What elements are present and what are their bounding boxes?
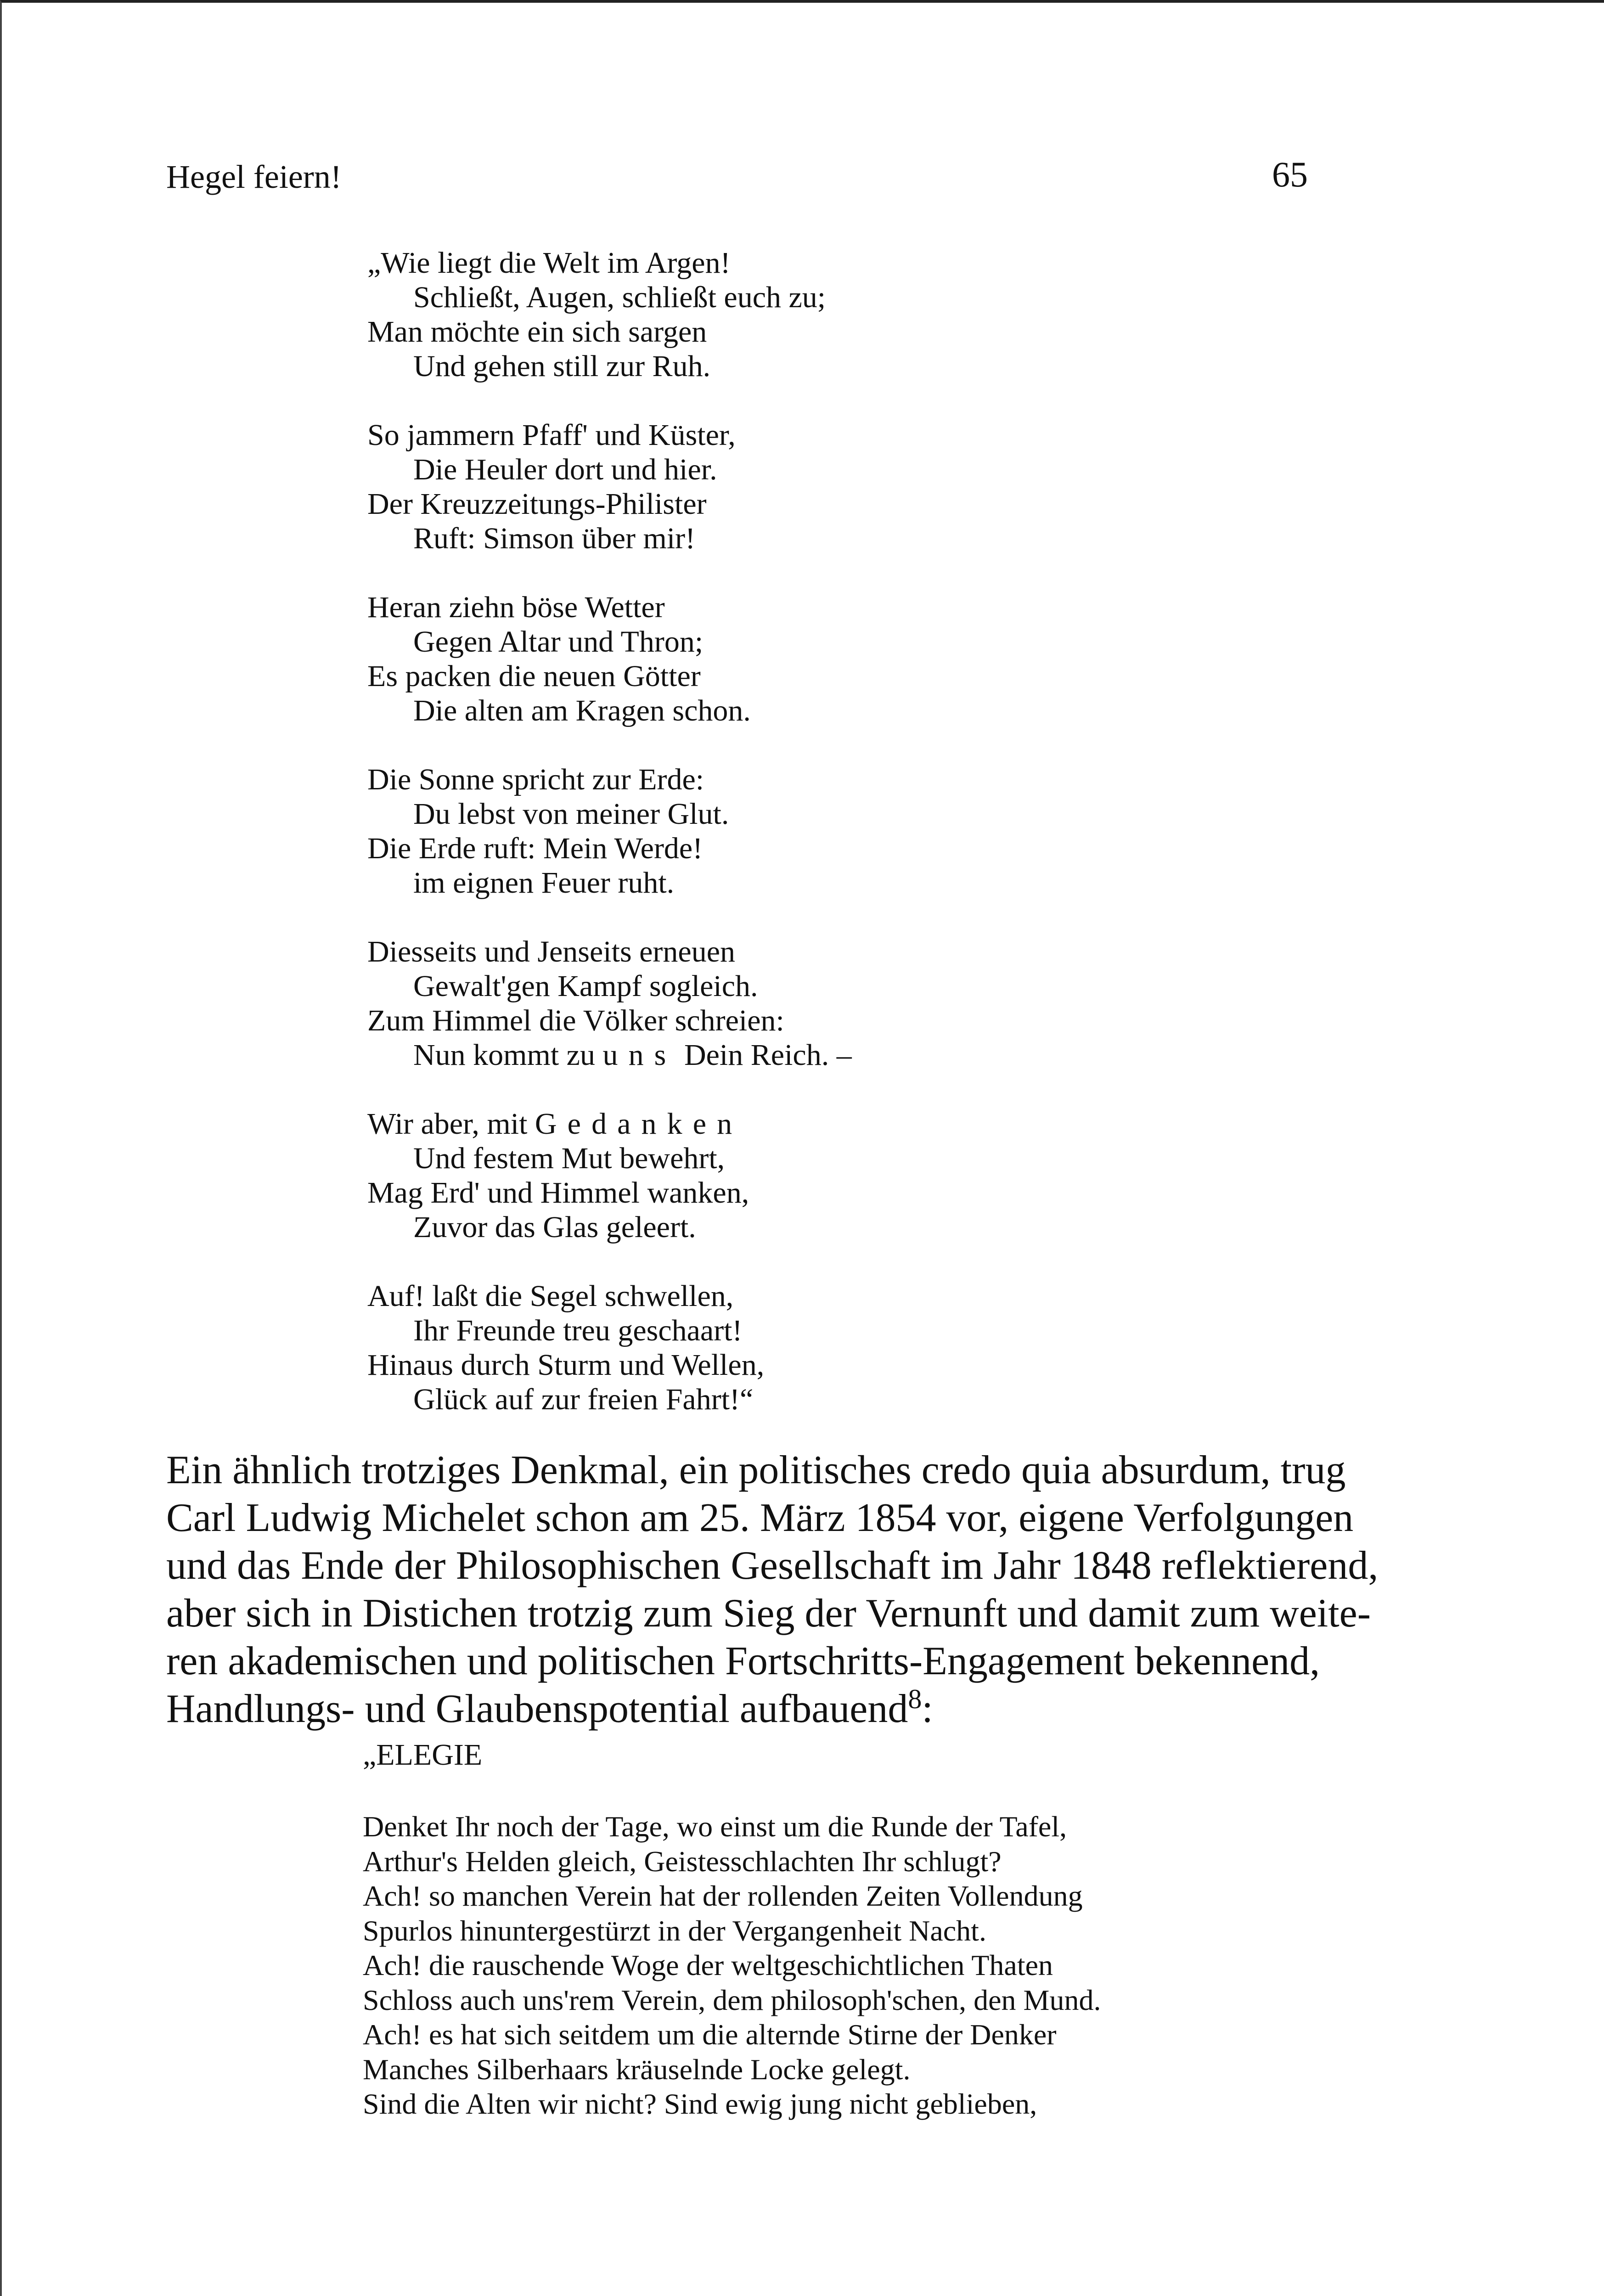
poem-line: Gegen Altar und Thron; xyxy=(413,625,704,658)
prose-text: Handlungs- und Glaubenspotential aufbauend xyxy=(166,1687,908,1731)
poem-first xyxy=(367,246,852,1451)
poem-line: Schloss auch uns'rem Verein, dem philosoph'schen, den Mund. xyxy=(363,1983,1101,2016)
poem-line: Diesseits und Jenseits erneuen xyxy=(367,935,735,968)
poem-text: Wir aber, mit xyxy=(367,1107,535,1141)
poem-text: Nun kommt zu xyxy=(413,1038,603,1072)
poem-stanza-7 xyxy=(367,1279,852,1417)
poem-line: Die Erde ruft: Mein Werde! xyxy=(367,832,703,865)
poem-line: „Wie liegt die Welt im Argen! xyxy=(367,246,731,280)
running-title: Hegel feiern! xyxy=(166,158,342,195)
poem-line: Schließt, Augen, schließt euch zu; xyxy=(413,281,826,314)
prose-line xyxy=(166,1685,1314,1733)
poem-line xyxy=(367,1038,852,1072)
poem-line: Hinaus durch Sturm und Wellen, xyxy=(367,1348,765,1382)
prose-line: ren akademischen und politischen Fortschritts-Engagement bekennend, xyxy=(166,1639,1320,1683)
poem-line: Auf! laßt die Segel schwellen, xyxy=(367,1279,734,1313)
prose-line: und das Ende der Philosophischen Gesellschaft im Jahr 1848 reflektierend, xyxy=(166,1543,1379,1588)
poem-stanza-4 xyxy=(367,762,852,900)
poem-line: Gewalt'gen Kampf sogleich. xyxy=(413,969,758,1003)
poem-line: im eignen Feuer ruht. xyxy=(413,866,675,900)
poem-line: Ach! die rauschende Woge der weltgeschichtlichen Thaten xyxy=(363,1949,1053,1981)
poem-line: Die Sonne spricht zur Erde: xyxy=(367,763,704,796)
poem-elegie xyxy=(363,1809,1101,2122)
poem-line: Mag Erd' und Himmel wanken, xyxy=(367,1176,749,1210)
prose-line: Carl Ludwig Michelet schon am 25. März 1854 vor, eigene Verfolgungen xyxy=(166,1496,1354,1540)
poem-line: Heran ziehn böse Wetter xyxy=(367,591,665,624)
prose-text: : xyxy=(922,1687,933,1731)
poem-line: So jammern Pfaff' und Küster, xyxy=(367,418,736,452)
prose-paragraph xyxy=(166,1446,1379,1733)
poem-line: Man möchte ein sich sargen xyxy=(367,315,707,349)
poem-line: Ach! so manchen Verein hat der rollenden Zeiten Vollendung xyxy=(363,1880,1083,1912)
poem-line: Der Kreuzzeitungs-Philister xyxy=(367,487,707,521)
poem-text: Dein Reich. – xyxy=(676,1038,852,1072)
poem-line: Glück auf zur freien Fahrt!“ xyxy=(413,1383,754,1416)
poem-stanza-6 xyxy=(367,1107,852,1244)
footnote-reference: 8 xyxy=(908,1684,922,1714)
poem-line: Denket Ihr noch der Tage, wo einst um die Runde der Tafel, xyxy=(363,1810,1067,1843)
poem-line: Die Heuler dort und hier. xyxy=(413,453,717,486)
poem-stanza-3 xyxy=(367,590,852,728)
poem-line: Manches Silberhaars kräuselnde Locke gelegt. xyxy=(363,2053,911,2086)
poem-line: Arthur's Helden gleich, Geistesschlachten Ihr schlugt? xyxy=(363,1845,1002,1878)
poem-line xyxy=(367,1107,852,1141)
poem-stanza-1 xyxy=(367,246,852,383)
poem-line: Zum Himmel die Völker schreien: xyxy=(367,1004,784,1037)
poem-line: Sind die Alten wir nicht? Sind ewig jung nicht geblieben, xyxy=(363,2088,1037,2120)
poem-line: Ruft: Simson über mir! xyxy=(413,522,696,555)
poem-line: Du lebst von meiner Glut. xyxy=(413,797,729,831)
prose-line: aber sich in Distichen trotzig zum Sieg der Vernunft und damit zum weite- xyxy=(166,1591,1371,1636)
poem-line: Und festem Mut bewehrt, xyxy=(413,1142,725,1175)
spaced-emphasis: uns xyxy=(602,1038,677,1072)
poem-stanza-5 xyxy=(367,934,852,1072)
spaced-emphasis: Gedanken xyxy=(535,1107,743,1141)
poem-title: „ELEGIE xyxy=(363,1738,483,1772)
poem-stanza-2 xyxy=(367,418,852,556)
poem-line: Es packen die neuen Götter xyxy=(367,659,701,693)
poem-line: Ach! es hat sich seitdem um die alternde Stirne der Denker xyxy=(363,2018,1057,2051)
poem-line: Und gehen still zur Ruh. xyxy=(413,349,711,383)
poem-line: Spurlos hinuntergestürzt in der Vergangenheit Nacht. xyxy=(363,1914,986,1947)
poem-line: Die alten am Kragen schon. xyxy=(413,694,751,727)
prose-line: Ein ähnlich trotziges Denkmal, ein politisches credo quia absurdum, trug xyxy=(166,1448,1346,1492)
page-number: 65 xyxy=(1272,154,1308,194)
poem-line: Zuvor das Glas geleert. xyxy=(413,1210,696,1244)
poem-line: Ihr Freunde treu geschaart! xyxy=(413,1314,743,1347)
